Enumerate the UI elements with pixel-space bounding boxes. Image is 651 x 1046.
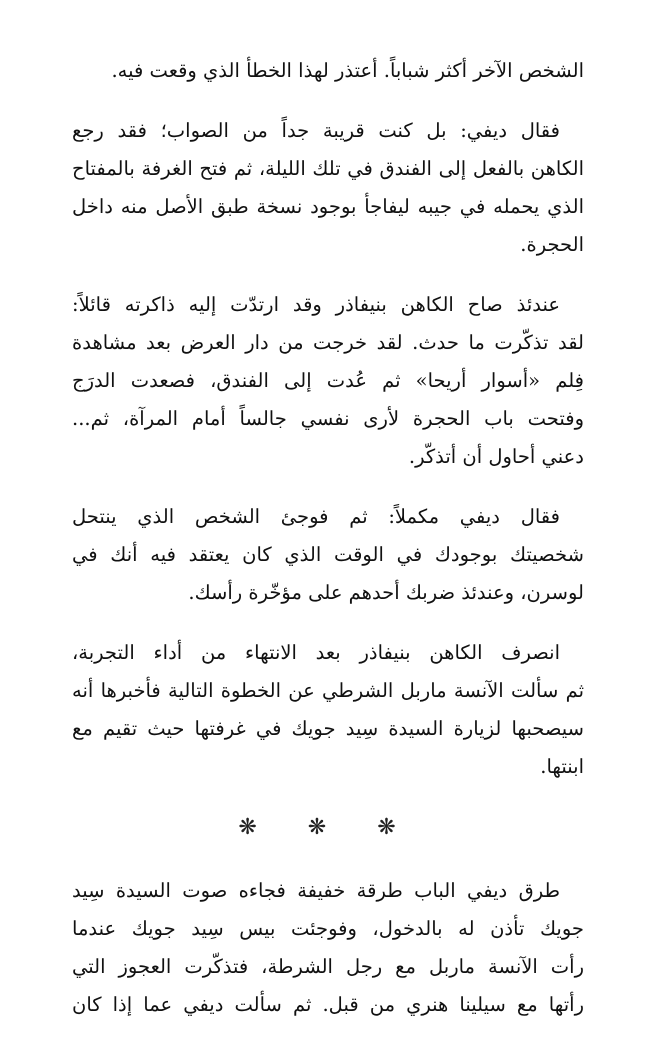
text-line: انصرف الكاهن بنيفاذر بعد الانتهاء من أداء التجربة، bbox=[72, 641, 560, 664]
text-line: الحجرة. bbox=[520, 233, 584, 256]
paragraph-3 bbox=[72, 286, 584, 476]
text-line: جويك تأذن له بالدخول، وفوجئت بيس سِيد جويك عندما bbox=[72, 917, 584, 940]
text-line: دعني أحاول أن أتذكّر. bbox=[408, 445, 584, 468]
text-line: فِلم «أسوار أريحا» ثم عُدت إلى الفندق، فصعدت الدرَج bbox=[72, 369, 584, 392]
text-line: لوسرن، وعندئذ ضربك أحدهم على مؤخّرة رأسك. bbox=[188, 581, 584, 604]
text-line: شخصيتك بوجودك في الوقت الذي كان يعتقد فيه أنك في bbox=[72, 543, 584, 566]
text-line: فقال ديفي مكملاً: ثم فوجئ الشخص الذي ينتحل bbox=[72, 505, 560, 528]
text-line: رأت الآنسة ماربل مع رجل الشرطة، فتذكّرت العجوز التي bbox=[72, 955, 584, 978]
text-line: عندئذ صاح الكاهن بنيفاذر وقد ارتدّت إليه ذاكرته قائلاً: bbox=[72, 293, 560, 316]
text-line: الشخص الآخر أكثر شباباً. أعتذر لهذا الخطأ الذي وقعت فيه. bbox=[111, 59, 584, 82]
paragraph-2 bbox=[72, 112, 584, 264]
paragraph-5 bbox=[72, 634, 584, 786]
text-line: وفتحت باب الحجرة لأرى نفسي جالساً أمام المرآة، ثم... bbox=[72, 407, 584, 430]
paragraph-4 bbox=[72, 498, 584, 612]
book-page bbox=[72, 52, 584, 1046]
text-line: الكاهن بالفعل إلى الفندق في تلك الليلة، ثم فتح الغرفة بالمفتاح bbox=[72, 157, 584, 180]
paragraph-6 bbox=[72, 872, 584, 1024]
text-line: رأتها مع سيلينا هنري من قبل. ثم سألت ديفي عما إذا كان bbox=[72, 993, 584, 1016]
text-line: ابنتها. bbox=[540, 755, 584, 778]
text-line: ثم سألت الآنسة ماربل الشرطي عن الخطوة التالية فأخبرها أنه bbox=[72, 679, 584, 702]
section-separator: ❋ ❋ ❋ bbox=[238, 815, 418, 840]
text-line: لقد تذكّرت ما حدث. لقد خرجت من دار العرض بعد مشاهدة bbox=[72, 331, 584, 354]
text-line: طرق ديفي الباب طرقة خفيفة فجاءه صوت السيدة سِيد bbox=[72, 879, 560, 902]
text-line: فقال ديفي: بل كنت قريبة جداً من الصواب؛ فقد رجع bbox=[72, 119, 560, 142]
text-line: الذي يحمله في جيبه ليفاجأ بوجود نسخة طبق الأصل منه داخل bbox=[72, 195, 584, 218]
paragraph-1 bbox=[72, 52, 584, 90]
text-line: سيصحبها لزيارة السيدة سِيد جويك في غرفتها حيث تقيم مع bbox=[72, 717, 584, 740]
